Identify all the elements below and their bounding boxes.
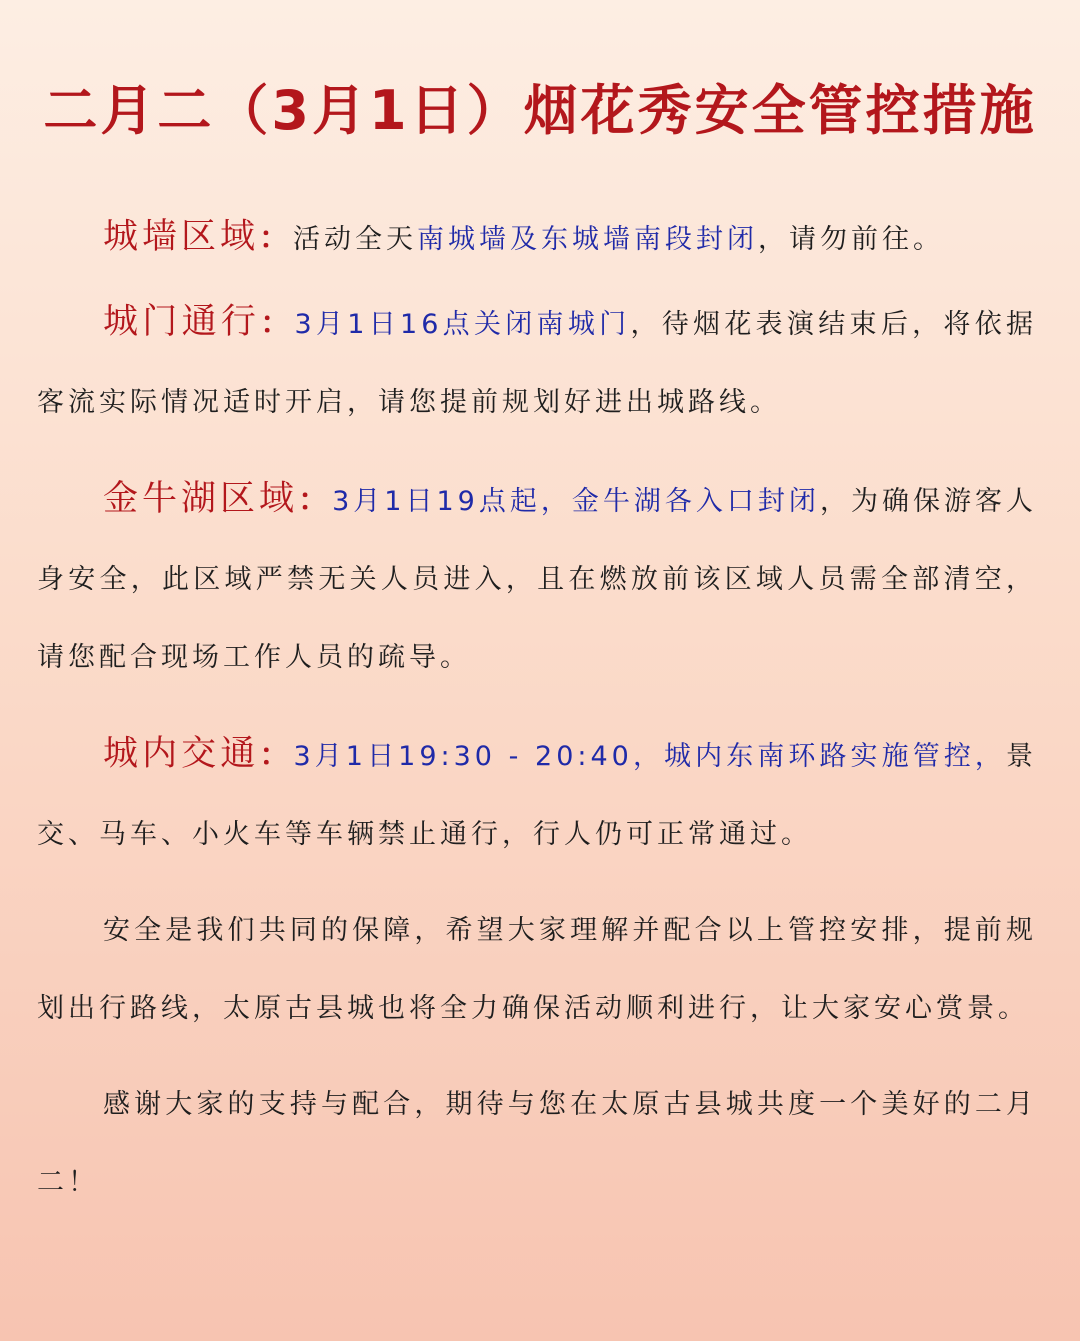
- section-highlight: 南城墙及东城墙南段封闭: [417, 224, 759, 255]
- section-city-traffic: [37, 715, 1037, 874]
- section-highlight: 3月1日19:30 - 20:40，城内东南环路实施管控，: [293, 741, 1006, 772]
- section-heading: 城墙区域: [103, 217, 260, 257]
- heading-colon: ：: [260, 306, 295, 341]
- section-city-gate: [37, 283, 1037, 442]
- section-jinniu-lake: [37, 460, 1037, 697]
- section-highlight: 3月1日16点关闭南城门: [294, 309, 631, 340]
- section-highlight: 3月1日19点起，金牛湖各入口封闭: [332, 486, 820, 517]
- section-text: 景交、马车、小火车等车辆禁止通行，行人仍可正常通过。: [37, 741, 1037, 850]
- section-city-wall: [37, 198, 1037, 279]
- section-heading: 金牛湖区域: [103, 479, 299, 519]
- section-heading: 城门通行: [103, 302, 261, 342]
- heading-colon: ：: [298, 483, 333, 518]
- notice-body: [37, 198, 1037, 1222]
- section-heading: 城内交通: [103, 734, 260, 774]
- section-text: ，请勿前往。: [758, 224, 945, 255]
- section-text: 活动全天: [293, 224, 418, 255]
- heading-colon: ：: [259, 738, 294, 773]
- closing-paragraph-safety: 安全是我们共同的保障，希望大家理解并配合以上管控安排，提前规划出行路线，太原古县城也将全力确保活动顺利进行，让大家安心赏景。: [37, 915, 1037, 1024]
- closing-paragraph-thanks: 感谢大家的支持与配合，期待与您在太原古县城共度一个美好的二月二！: [37, 1089, 1037, 1198]
- section-text: ，待烟花表演结束后，将依据客流实际情况适时开启，请您提前规划好进出城路线。: [37, 309, 1037, 418]
- heading-colon: ：: [259, 221, 294, 256]
- section-text: ，为确保游客人身安全，此区域严禁无关人员进入，且在燃放前该区域人员需全部清空，请您配合现场工作人员的疏导。: [37, 486, 1038, 673]
- page-title: 二月二（3月1日）烟花秀安全管控措施: [43, 79, 1037, 142]
